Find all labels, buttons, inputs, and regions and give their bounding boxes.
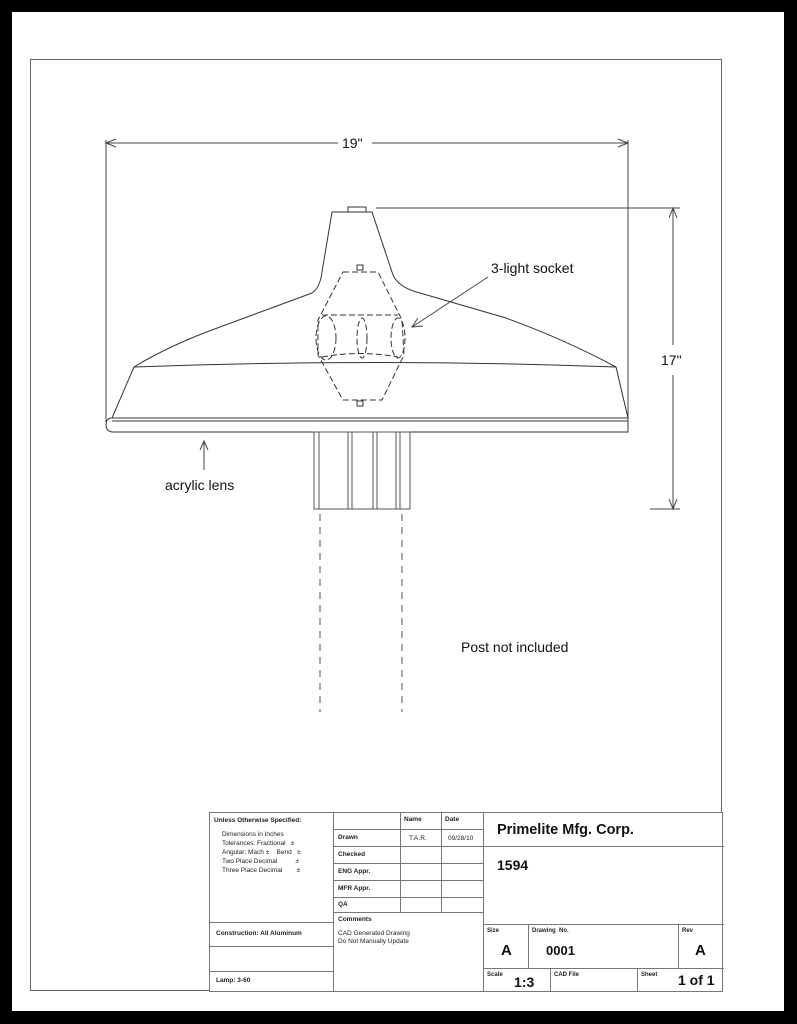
drawing-no-cell [529,925,679,969]
approval-row-name [401,864,442,881]
approval-name: T.A.R. [409,835,427,842]
cad-file-cell [551,969,638,991]
tolerance-heading: Unless Otherwise Specified: [214,817,302,824]
tolerance-line: Tolerances: Fractional ± [222,840,295,847]
height-dimension [376,208,680,509]
approval-row-name [401,898,442,913]
comments-cell [334,913,484,991]
cad-file-label: CAD File [554,972,580,978]
width-dimension [106,139,628,422]
comments-line: CAD Generated Drawing [338,930,410,937]
post-sleeve [314,432,410,509]
name-header-text: Name [404,816,422,823]
approval-date: 09/28/10 [448,835,474,842]
socket-leader [412,277,488,327]
sheet-cell [638,969,724,991]
title-cell [484,847,724,925]
height-dimension-label: 17" [661,352,682,368]
tolerance-block [210,813,334,923]
approval-row-date [442,847,484,864]
rev-cell [679,925,724,969]
construction-label: Construction: All Aluminum [216,930,302,937]
blank-cell [210,947,334,972]
rev-label: Rev [682,928,694,934]
lamp-label: Lamp: 3-60 [216,977,251,984]
tolerance-line: Angular: Mach ± Bend ± [222,849,301,856]
approval-row-name [401,847,442,864]
lens-leader [200,441,208,470]
size-label: Size [487,928,500,934]
approvals-name-header [401,813,442,830]
construction-cell [210,923,334,947]
approval-row-name [401,881,442,898]
company-name: Primelite Mfg. Corp. [497,822,634,838]
approval-label: MFR Appr. [338,885,371,892]
approval-row-date [442,830,484,847]
size-value: A [501,942,512,959]
lamp-cell [210,972,334,991]
post-note: Post not included [461,639,569,655]
socket-hidden-lines [316,265,405,406]
size-cell [484,925,529,969]
approvals-date-header [442,813,484,830]
date-header-text: Date [445,816,460,823]
approval-row-date [442,881,484,898]
approval-row-label [334,830,401,847]
tolerance-line: Dimensions in Inches [222,831,284,838]
tolerance-line: Two Place Decimal ± [222,858,299,865]
drawing-no-label: Drawing No. [532,928,569,934]
approval-row-label [334,898,401,913]
sheet-value: 1 of 1 [678,972,715,988]
approval-row-name [401,830,442,847]
drawing-no-value: 0001 [546,943,575,958]
scale-value: 1:3 [514,974,535,990]
company-cell [484,813,724,847]
comments-line: Do Not Manually Update [338,938,409,945]
post-hidden-lines [320,514,402,712]
title-block [209,812,723,992]
tolerance-line: Three Place Decimal ± [222,867,301,874]
lamp-shade [106,207,628,432]
approval-row-label [334,881,401,898]
lens-callout: acrylic lens [165,477,235,493]
socket-callout: 3-light socket [491,260,574,276]
comments-heading: Comments [338,916,372,923]
approval-row-label [334,847,401,864]
approval-row-label [334,864,401,881]
approval-row-date [442,864,484,881]
scale-label: Scale [487,972,503,978]
sheet-label: Sheet [641,972,658,978]
drawing-title: 1594 [497,857,529,873]
approval-label: Checked [338,851,366,858]
approvals-corner [334,813,401,830]
rev-value: A [695,942,706,959]
approval-row-date [442,898,484,913]
approval-label: Drawn [338,834,358,841]
approval-label: QA [338,901,348,908]
scale-cell [484,969,551,991]
approval-label: ENG Appr. [338,868,371,875]
width-dimension-label: 19" [342,135,363,151]
